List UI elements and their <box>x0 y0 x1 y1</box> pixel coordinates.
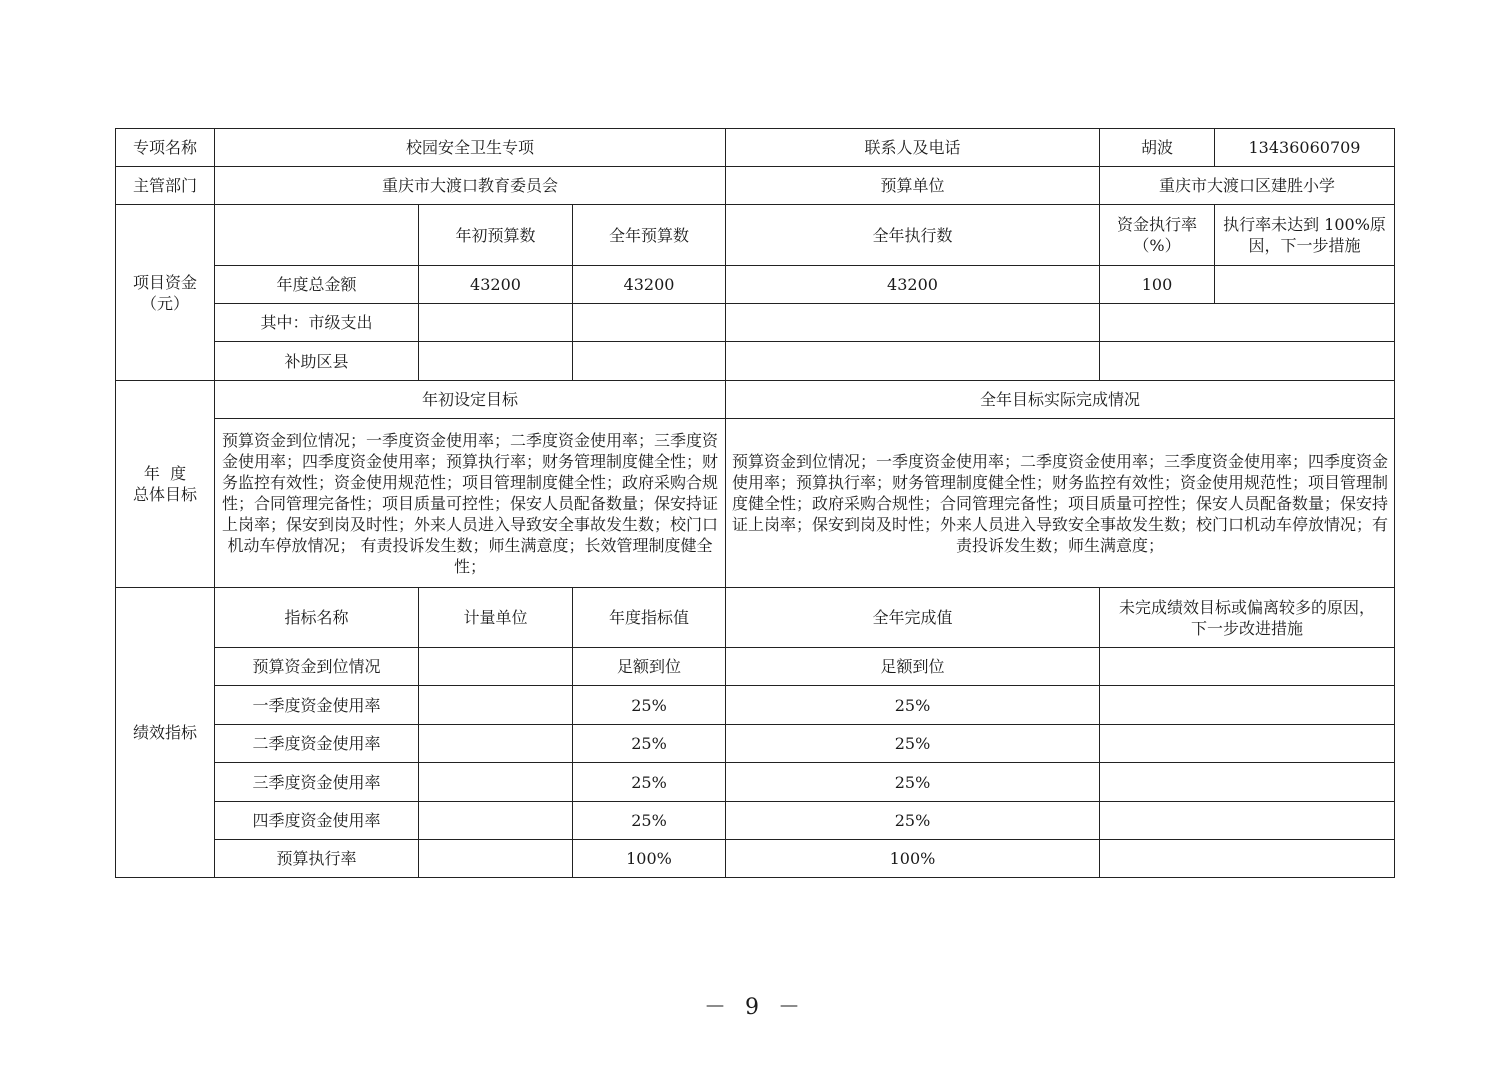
funds-row-city <box>116 304 1395 342</box>
performance-row-target: 25% <box>573 686 726 725</box>
project-name-value: 校园安全卫生专项 <box>215 129 726 167</box>
funds-row-initial: 43200 <box>419 266 573 304</box>
performance-report-table <box>115 128 1395 878</box>
performance-row-reason <box>1100 648 1395 686</box>
funds-row-reason <box>1215 266 1395 304</box>
performance-row-done: 25% <box>726 802 1100 840</box>
funds-row-rate <box>1100 304 1395 342</box>
goals-initial-header: 年初设定目标 <box>215 381 726 419</box>
budget-unit-value: 重庆市大渡口区建胜小学 <box>1100 167 1395 205</box>
goals-label-line1: 年 度 <box>143 464 187 483</box>
funds-row-executed <box>726 342 1100 381</box>
department-row <box>116 167 1395 205</box>
funds-row-total <box>116 266 1395 304</box>
goals-text-row <box>116 419 1395 588</box>
contact-phone: 13436060709 <box>1215 129 1395 167</box>
performance-row-name: 四季度资金使用率 <box>215 802 419 840</box>
performance-row-unit <box>419 648 573 686</box>
funds-header-rate: 资金执行率（%） <box>1100 205 1215 266</box>
funds-row-annual <box>573 342 726 381</box>
performance-row-unit <box>419 763 573 802</box>
performance-row-name: 三季度资金使用率 <box>215 763 419 802</box>
funds-row-initial <box>419 304 573 342</box>
performance-row-done: 25% <box>726 686 1100 725</box>
page-number: － 9 － <box>704 995 806 1020</box>
performance-header-name: 指标名称 <box>215 588 419 648</box>
project-name-label: 专项名称 <box>116 129 215 167</box>
funds-row-rate <box>1100 342 1395 381</box>
performance-row-target: 足额到位 <box>573 648 726 686</box>
performance-header-target: 年度指标值 <box>573 588 726 648</box>
performance-row-done: 25% <box>726 763 1100 802</box>
funds-header-initial: 年初预算数 <box>419 205 573 266</box>
performance-row-unit <box>419 686 573 725</box>
goals-actual-text: 预算资金到位情况；一季度资金使用率；二季度资金使用率；三季度资金使用率；四季度资金使用率；预算执行率；财务管理制度健全性；财务监控有效性；资金使用规范性；项目管理制度健全性；政府采购合规性；合同管理完备性；项目质量可控性；保安人员配备数量；保安持证上岗率；保安到岗及时性；外来人员进入导致安全事故发生数；校门口机动车停放情况；有责投诉发生数；师生满意度； <box>726 419 1395 588</box>
performance-row-reason <box>1100 725 1395 763</box>
performance-row-name: 预算资金到位情况 <box>215 648 419 686</box>
budget-unit-label: 预算单位 <box>726 167 1100 205</box>
performance-row-done: 100% <box>726 840 1100 878</box>
performance-header-row <box>116 588 1395 648</box>
performance-row <box>116 725 1395 763</box>
department-value: 重庆市大渡口教育委员会 <box>215 167 726 205</box>
funds-row-executed: 43200 <box>726 266 1100 304</box>
performance-row-name: 预算执行率 <box>215 840 419 878</box>
funds-row-name: 其中：市级支出 <box>215 304 419 342</box>
performance-row-target: 25% <box>573 763 726 802</box>
contact-name: 胡波 <box>1100 129 1215 167</box>
goals-actual-header: 全年目标实际完成情况 <box>726 381 1395 419</box>
goals-label <box>116 381 215 588</box>
performance-header-done: 全年完成值 <box>726 588 1100 648</box>
funds-row-county <box>116 342 1395 381</box>
performance-row-done: 足额到位 <box>726 648 1100 686</box>
performance-row-name: 二季度资金使用率 <box>215 725 419 763</box>
performance-row-target: 100% <box>573 840 726 878</box>
performance-row <box>116 840 1395 878</box>
performance-label: 绩效指标 <box>116 588 215 878</box>
funds-row-annual: 43200 <box>573 266 726 304</box>
performance-row-done: 25% <box>726 725 1100 763</box>
funds-header-annual: 全年预算数 <box>573 205 726 266</box>
funds-header-blank <box>215 205 419 266</box>
funds-row-name: 年度总金额 <box>215 266 419 304</box>
performance-row-unit <box>419 802 573 840</box>
performance-row-target: 25% <box>573 802 726 840</box>
performance-header-unit: 计量单位 <box>419 588 573 648</box>
performance-row-unit <box>419 725 573 763</box>
performance-row-reason <box>1100 802 1395 840</box>
performance-row <box>116 686 1395 725</box>
performance-row-reason <box>1100 840 1395 878</box>
performance-row-reason <box>1100 763 1395 802</box>
project-name-row <box>116 129 1395 167</box>
performance-row-reason <box>1100 686 1395 725</box>
performance-row <box>116 802 1395 840</box>
funds-header-executed: 全年执行数 <box>726 205 1100 266</box>
goals-header-row <box>116 381 1395 419</box>
performance-header-reason: 未完成绩效目标或偏离较多的原因，下一步改进措施 <box>1100 588 1395 648</box>
funds-row-rate: 100 <box>1100 266 1215 304</box>
department-label: 主管部门 <box>116 167 215 205</box>
funds-label: 项目资金（元） <box>116 205 215 381</box>
goals-label-line2: 总体目标 <box>132 485 197 504</box>
goals-initial-text: 预算资金到位情况；一季度资金使用率；二季度资金使用率；三季度资金使用率；四季度资金使用率；预算执行率；财务管理制度健全性；财务监控有效性；资金使用规范性；项目管理制度健全性；政府采购合规性；合同管理完备性；项目质量可控性；保安人员配备数量；保安持证上岗率；保安到岗及时性；外来人员进入导致安全事故发生数；校门口机动车停放情况； 有责投诉发生数；师生满意度；长效管理制度健全性； <box>215 419 726 588</box>
performance-row <box>116 648 1395 686</box>
performance-row-target: 25% <box>573 725 726 763</box>
performance-row <box>116 763 1395 802</box>
funds-row-executed <box>726 304 1100 342</box>
funds-header-row <box>116 205 1395 266</box>
funds-header-reason: 执行率未达到 100%原因，下一步措施 <box>1215 205 1395 266</box>
contact-label: 联系人及电话 <box>726 129 1100 167</box>
funds-row-name: 补助区县 <box>215 342 419 381</box>
performance-row-unit <box>419 840 573 878</box>
funds-row-annual <box>573 304 726 342</box>
performance-row-name: 一季度资金使用率 <box>215 686 419 725</box>
funds-row-initial <box>419 342 573 381</box>
